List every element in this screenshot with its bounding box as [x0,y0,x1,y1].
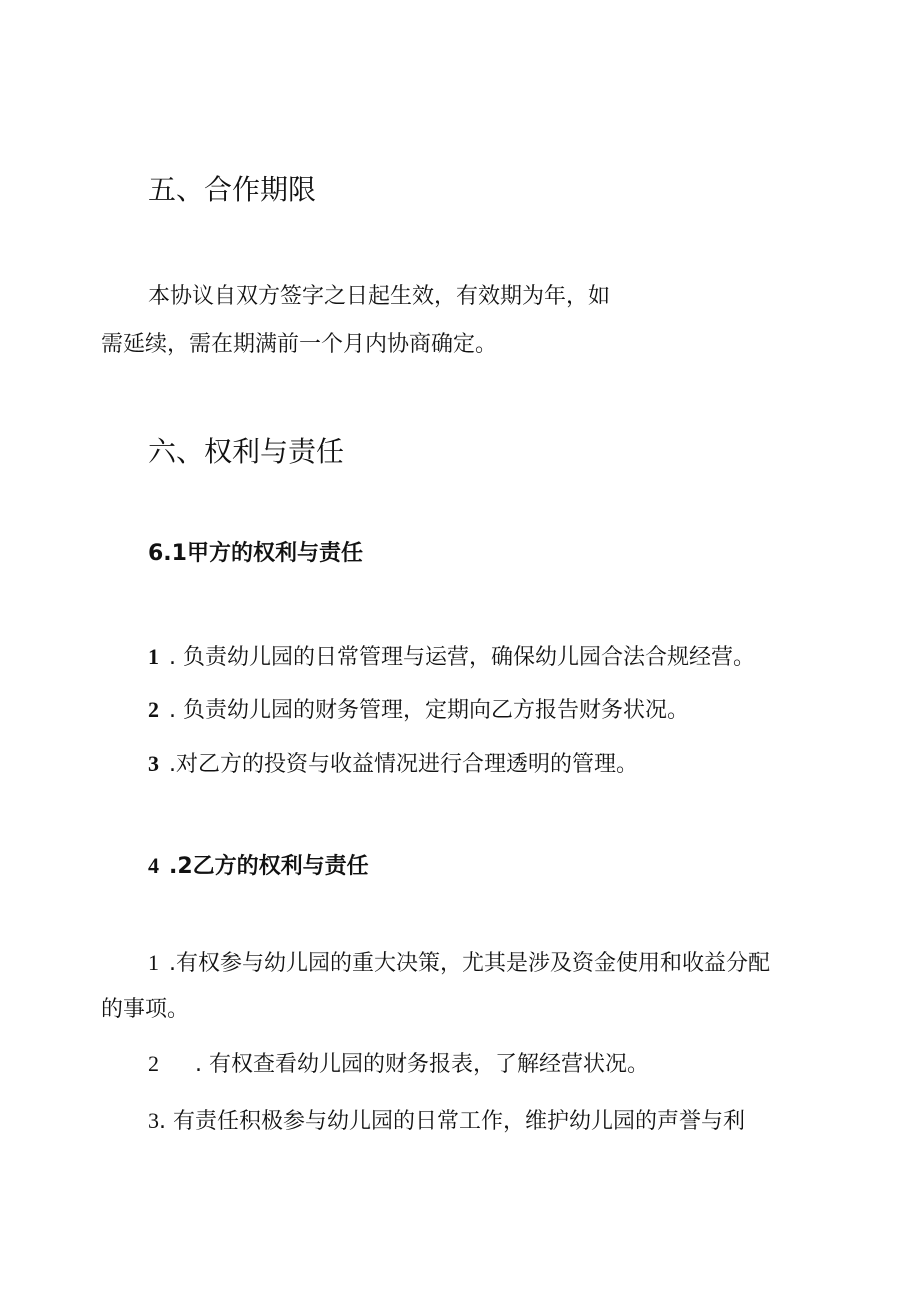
item-number: 3 [148,751,159,776]
heading-number: 4 [148,853,159,878]
item-text: .对乙方的投资与收益情况进行合理透明的管理。 [169,752,638,777]
item-number: 2 [148,697,159,722]
heading-text: .2乙方的权利与责任 [169,854,369,879]
item-number: 1 [148,950,159,975]
section-5-heading: 五、合作期限 [148,173,317,206]
party-b-item-1-continuation [101,999,189,1021]
party-b-item-1 [148,952,770,975]
party-a-item-2 [148,699,689,722]
party-b-heading [148,855,369,878]
item-text: 的事项。 [101,997,190,1022]
party-b-item-2 [148,1053,649,1076]
item-number: 3 [148,1108,159,1133]
item-text: . 负责幼儿园的日常管理与运营，确保幼儿园合法合规经营。 [169,645,755,670]
item-number: 2 [148,1051,159,1076]
party-a-item-3 [148,753,638,776]
item-text: . 有责任积极参与幼儿园的日常工作，维护幼儿园的声誉与利 [159,1109,745,1134]
item-text: . 有权查看幼儿园的财务报表，了解经营状况。 [195,1052,649,1077]
section-5-paragraph-line-2: 需延续，需在期满前一个月内协商确定。 [101,332,498,357]
party-a-heading: 6.1甲方的权利与责任 [148,541,363,566]
section-5-paragraph-line-1: 本协议自双方签字之日起生效，有效期为年，如 [148,284,611,309]
item-number: 1 [148,644,159,669]
party-a-item-1 [148,646,755,669]
item-text: .有权参与幼儿园的重大决策，尤其是涉及资金使用和收益分配 [169,951,770,976]
party-b-item-3 [148,1110,745,1133]
section-6-heading: 六、权利与责任 [148,435,345,468]
item-text: . 负责幼儿园的财务管理，定期向乙方报告财务状况。 [169,698,689,723]
